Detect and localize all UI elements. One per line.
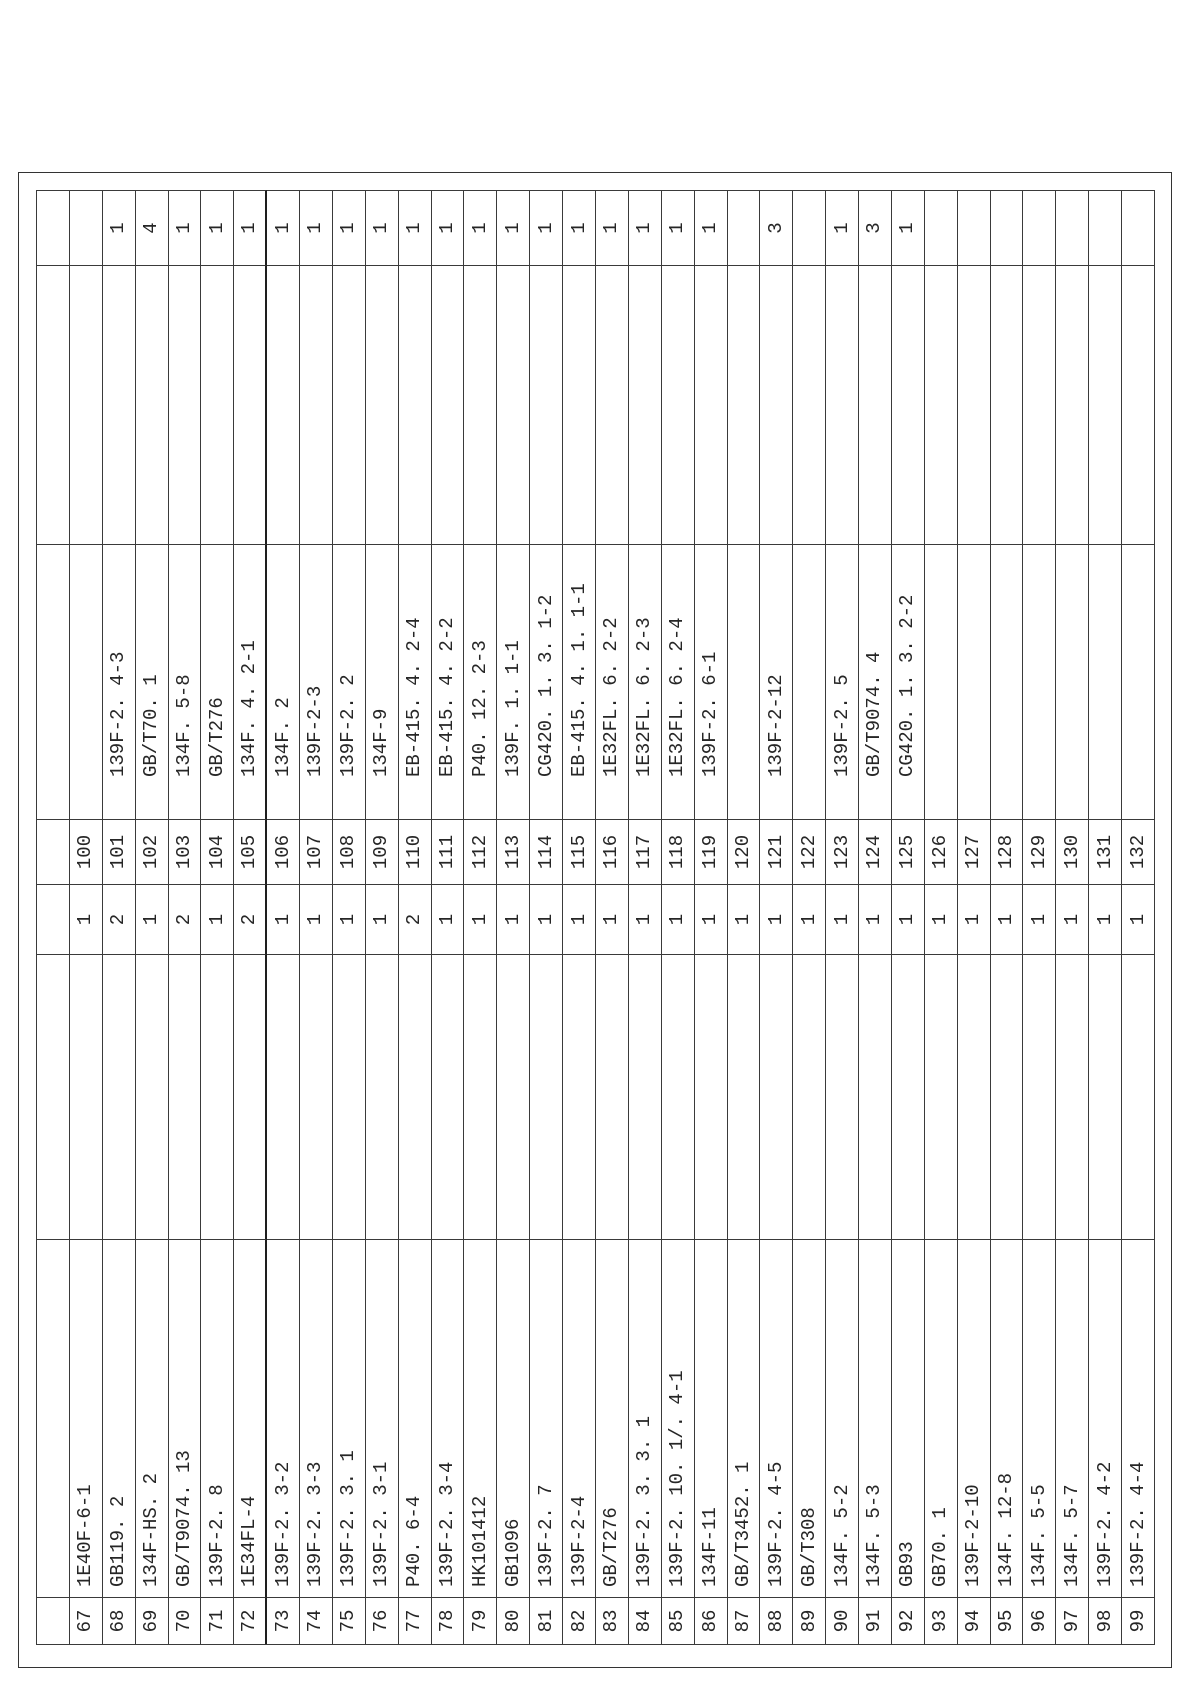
row-number-cell: 109: [366, 819, 399, 884]
part-name-cell: [760, 954, 793, 1239]
row-number-cell: 74: [300, 1597, 333, 1644]
row-number-cell: 79: [464, 1597, 497, 1644]
header-cell: [37, 265, 70, 544]
part-code-cell: 139F-2-12: [760, 544, 793, 819]
quantity-cell: 3: [859, 190, 892, 265]
quantity-cell: 2: [234, 884, 267, 954]
part-code-cell: [1023, 544, 1056, 819]
part-name-cell: [629, 954, 662, 1239]
quantity-cell: [991, 190, 1024, 265]
row-number-cell: 100: [70, 819, 103, 884]
part-name-cell: [201, 954, 234, 1239]
quantity-cell: 1: [760, 884, 793, 954]
part-name-cell: [497, 954, 530, 1239]
part-name-cell: [1023, 954, 1056, 1239]
row-number-cell: 131: [1089, 819, 1122, 884]
part-code-cell: 139F-2-3: [300, 544, 333, 819]
row-number-cell: 128: [991, 819, 1024, 884]
quantity-cell: 1: [1089, 884, 1122, 954]
row-number-cell: 105: [234, 819, 267, 884]
row-number-cell: 101: [103, 819, 136, 884]
part-code-cell: 134F-HS. 2: [136, 1239, 169, 1597]
row-number-cell: 108: [333, 819, 366, 884]
part-name-cell: [596, 954, 629, 1239]
header-cell: [37, 819, 70, 884]
part-code-cell: 139F-2. 3-1: [366, 1239, 399, 1597]
quantity-cell: 1: [629, 884, 662, 954]
quantity-cell: 1: [596, 884, 629, 954]
part-name-cell: [596, 265, 629, 544]
quantity-cell: [1056, 190, 1089, 265]
row-number-cell: 76: [366, 1597, 399, 1644]
part-name-cell: [760, 265, 793, 544]
part-name-cell: [991, 265, 1024, 544]
part-code-cell: 139F-2. 5: [826, 544, 859, 819]
part-code-cell: GB/T276: [201, 544, 234, 819]
part-code-cell: EB-415. 4. 2-2: [432, 544, 465, 819]
part-name-cell: [169, 265, 202, 544]
part-code-cell: GB/T9074. 4: [859, 544, 892, 819]
row-number-cell: 93: [925, 1597, 958, 1644]
row-number-cell: 86: [695, 1597, 728, 1644]
part-code-cell: 139F-2. 3. 3. 1: [629, 1239, 662, 1597]
quantity-cell: 1: [201, 884, 234, 954]
part-name-cell: [892, 265, 925, 544]
quantity-cell: 1: [596, 190, 629, 265]
part-code-cell: 134F-9: [366, 544, 399, 819]
quantity-cell: 1: [826, 190, 859, 265]
part-code-cell: 139F-2. 4-3: [103, 544, 136, 819]
quantity-cell: 1: [366, 884, 399, 954]
part-code-cell: [1122, 544, 1155, 819]
quantity-cell: 1: [464, 884, 497, 954]
row-number-cell: 121: [760, 819, 793, 884]
part-name-cell: [695, 265, 728, 544]
part-code-cell: 1E32FL. 6. 2-2: [596, 544, 629, 819]
row-number-cell: 95: [991, 1597, 1024, 1644]
part-name-cell: [169, 954, 202, 1239]
part-code-cell: GB/T3452. 1: [728, 1239, 761, 1597]
part-code-cell: 134F. 2: [267, 544, 300, 819]
quantity-cell: [925, 190, 958, 265]
row-number-cell: 106: [267, 819, 300, 884]
part-code-cell: GB/T9074. 13: [169, 1239, 202, 1597]
part-name-cell: [399, 265, 432, 544]
quantity-cell: 1: [826, 884, 859, 954]
part-name-cell: [432, 265, 465, 544]
row-number-cell: 75: [333, 1597, 366, 1644]
quantity-cell: 1: [464, 190, 497, 265]
row-number-cell: 102: [136, 819, 169, 884]
row-number-cell: 99: [1122, 1597, 1155, 1644]
quantity-cell: [1089, 190, 1122, 265]
quantity-cell: 1: [728, 884, 761, 954]
part-name-cell: [629, 265, 662, 544]
row-number-cell: 110: [399, 819, 432, 884]
parts-list-table: [36, 190, 1155, 1645]
part-name-cell: [695, 954, 728, 1239]
row-number-cell: 129: [1023, 819, 1056, 884]
part-code-cell: [958, 544, 991, 819]
part-code-cell: GB70. 1: [925, 1239, 958, 1597]
part-code-cell: EB-415. 4. 2-4: [399, 544, 432, 819]
part-name-cell: [892, 954, 925, 1239]
quantity-cell: 1: [925, 884, 958, 954]
part-name-cell: [136, 265, 169, 544]
row-number-cell: 122: [793, 819, 826, 884]
quantity-cell: 1: [267, 190, 300, 265]
row-number-cell: 69: [136, 1597, 169, 1644]
part-name-cell: [399, 954, 432, 1239]
header-cell: [37, 1239, 70, 1597]
part-code-cell: GB/T308: [793, 1239, 826, 1597]
part-code-cell: GB1096: [497, 1239, 530, 1597]
quantity-cell: 1: [530, 884, 563, 954]
part-code-cell: GB/T70. 1: [136, 544, 169, 819]
row-number-cell: 78: [432, 1597, 465, 1644]
part-name-cell: [530, 954, 563, 1239]
quantity-cell: 1: [563, 884, 596, 954]
part-code-cell: 134F. 5-8: [169, 544, 202, 819]
row-number-cell: 81: [530, 1597, 563, 1644]
quantity-cell: 2: [103, 884, 136, 954]
part-code-cell: 1E32FL. 6. 2-3: [629, 544, 662, 819]
parts-list-grid: [36, 190, 1155, 1645]
part-name-cell: [234, 265, 267, 544]
quantity-cell: [728, 190, 761, 265]
row-number-cell: 90: [826, 1597, 859, 1644]
row-number-cell: 130: [1056, 819, 1089, 884]
part-name-cell: [925, 265, 958, 544]
part-name-cell: [464, 954, 497, 1239]
row-number-cell: 125: [892, 819, 925, 884]
row-number-cell: 115: [563, 819, 596, 884]
row-number-cell: 127: [958, 819, 991, 884]
part-name-cell: [859, 265, 892, 544]
part-name-cell: [136, 954, 169, 1239]
part-name-cell: [333, 265, 366, 544]
part-name-cell: [366, 954, 399, 1239]
part-code-cell: 139F-2. 3-3: [300, 1239, 333, 1597]
part-code-cell: GB119. 2: [103, 1239, 136, 1597]
quantity-cell: 1: [695, 190, 728, 265]
part-name-cell: [1089, 954, 1122, 1239]
quantity-cell: 1: [662, 884, 695, 954]
row-number-cell: 94: [958, 1597, 991, 1644]
quantity-cell: 1: [300, 884, 333, 954]
row-number-cell: 88: [760, 1597, 793, 1644]
part-code-cell: 139F-2. 3. 1: [333, 1239, 366, 1597]
part-name-cell: [103, 265, 136, 544]
row-number-cell: 82: [563, 1597, 596, 1644]
row-number-cell: 77: [399, 1597, 432, 1644]
part-name-cell: [464, 265, 497, 544]
part-code-cell: 139F. 1. 1-1: [497, 544, 530, 819]
part-code-cell: 139F-2-10: [958, 1239, 991, 1597]
part-code-cell: 139F-2. 3-4: [432, 1239, 465, 1597]
quantity-cell: 1: [267, 884, 300, 954]
part-code-cell: GB/T276: [596, 1239, 629, 1597]
quantity-cell: 1: [497, 884, 530, 954]
part-code-cell: 134F. 5-2: [826, 1239, 859, 1597]
header-cell: [37, 954, 70, 1239]
row-number-cell: 104: [201, 819, 234, 884]
quantity-cell: 1: [136, 884, 169, 954]
part-code-cell: [70, 544, 103, 819]
part-code-cell: 1E40F-6-1: [70, 1239, 103, 1597]
row-number-cell: 83: [596, 1597, 629, 1644]
quantity-cell: 1: [1056, 884, 1089, 954]
quantity-cell: 1: [333, 884, 366, 954]
row-number-cell: 124: [859, 819, 892, 884]
header-cell: [37, 190, 70, 265]
row-number-cell: 98: [1089, 1597, 1122, 1644]
row-number-cell: 111: [432, 819, 465, 884]
quantity-cell: 1: [563, 190, 596, 265]
part-name-cell: [267, 954, 300, 1239]
part-code-cell: 139F-2. 8: [201, 1239, 234, 1597]
quantity-cell: 1: [958, 884, 991, 954]
row-number-cell: 113: [497, 819, 530, 884]
quantity-cell: 1: [366, 190, 399, 265]
row-number-cell: 84: [629, 1597, 662, 1644]
part-name-cell: [530, 265, 563, 544]
quantity-cell: 1: [234, 190, 267, 265]
quantity-cell: 1: [399, 190, 432, 265]
part-code-cell: [925, 544, 958, 819]
part-name-cell: [859, 954, 892, 1239]
row-number-cell: 68: [103, 1597, 136, 1644]
part-code-cell: HK101412: [464, 1239, 497, 1597]
quantity-cell: 1: [333, 190, 366, 265]
row-number-cell: 117: [629, 819, 662, 884]
row-number-cell: 92: [892, 1597, 925, 1644]
row-number-cell: 118: [662, 819, 695, 884]
quantity-cell: [1122, 190, 1155, 265]
part-code-cell: 134F. 12-8: [991, 1239, 1024, 1597]
row-number-cell: 107: [300, 819, 333, 884]
quantity-cell: 1: [892, 884, 925, 954]
part-name-cell: [1056, 265, 1089, 544]
part-name-cell: [958, 954, 991, 1239]
quantity-cell: 1: [1023, 884, 1056, 954]
part-name-cell: [662, 954, 695, 1239]
part-code-cell: 134F. 5-3: [859, 1239, 892, 1597]
part-name-cell: [432, 954, 465, 1239]
quantity-cell: 1: [497, 190, 530, 265]
row-number-cell: 119: [695, 819, 728, 884]
row-number-cell: 120: [728, 819, 761, 884]
quantity-cell: 1: [432, 190, 465, 265]
part-name-cell: [563, 265, 596, 544]
part-code-cell: P40. 12. 2-3: [464, 544, 497, 819]
quantity-cell: 1: [892, 190, 925, 265]
part-name-cell: [333, 954, 366, 1239]
part-name-cell: [662, 265, 695, 544]
part-name-cell: [826, 954, 859, 1239]
quantity-cell: 1: [859, 884, 892, 954]
part-code-cell: 134F. 5-7: [1056, 1239, 1089, 1597]
part-name-cell: [793, 954, 826, 1239]
part-name-cell: [1056, 954, 1089, 1239]
part-code-cell: [1056, 544, 1089, 819]
row-number-cell: 112: [464, 819, 497, 884]
quantity-cell: 1: [991, 884, 1024, 954]
part-code-cell: 139F-2. 4-4: [1122, 1239, 1155, 1597]
quantity-cell: 1: [70, 884, 103, 954]
part-name-cell: [300, 265, 333, 544]
quantity-cell: 1: [793, 884, 826, 954]
part-code-cell: CG420. 1. 3. 2-2: [892, 544, 925, 819]
quantity-cell: 2: [169, 884, 202, 954]
part-name-cell: [1122, 954, 1155, 1239]
quantity-cell: 1: [530, 190, 563, 265]
quantity-cell: 1: [169, 190, 202, 265]
part-code-cell: 134F-11: [695, 1239, 728, 1597]
part-code-cell: 139F-2-4: [563, 1239, 596, 1597]
part-name-cell: [1089, 265, 1122, 544]
row-number-cell: 72: [234, 1597, 267, 1644]
part-code-cell: [991, 544, 1024, 819]
row-number-cell: 89: [793, 1597, 826, 1644]
part-name-cell: [70, 954, 103, 1239]
part-name-cell: [1023, 265, 1056, 544]
row-number-cell: 116: [596, 819, 629, 884]
quantity-cell: 2: [399, 884, 432, 954]
quantity-cell: [70, 190, 103, 265]
part-name-cell: [1122, 265, 1155, 544]
part-code-cell: 134F. 5-5: [1023, 1239, 1056, 1597]
quantity-cell: 1: [662, 190, 695, 265]
part-name-cell: [497, 265, 530, 544]
part-name-cell: [300, 954, 333, 1239]
part-code-cell: [793, 544, 826, 819]
part-code-cell: 1E34FL-4: [234, 1239, 267, 1597]
quantity-cell: [958, 190, 991, 265]
part-name-cell: [563, 954, 596, 1239]
part-name-cell: [70, 265, 103, 544]
row-number-cell: 67: [70, 1597, 103, 1644]
row-number-cell: 91: [859, 1597, 892, 1644]
row-number-cell: 87: [728, 1597, 761, 1644]
part-code-cell: CG420. 1. 3. 1-2: [530, 544, 563, 819]
part-name-cell: [728, 265, 761, 544]
part-code-cell: 139F-2. 2: [333, 544, 366, 819]
row-number-cell: 85: [662, 1597, 695, 1644]
quantity-cell: [793, 190, 826, 265]
row-number-cell: 97: [1056, 1597, 1089, 1644]
part-code-cell: [1089, 544, 1122, 819]
part-code-cell: GB93: [892, 1239, 925, 1597]
row-number-cell: 132: [1122, 819, 1155, 884]
quantity-cell: 4: [136, 190, 169, 265]
part-name-cell: [925, 954, 958, 1239]
part-code-cell: 134F. 4. 2-1: [234, 544, 267, 819]
part-code-cell: 1E32FL. 6. 2-4: [662, 544, 695, 819]
row-number-cell: 114: [530, 819, 563, 884]
part-code-cell: 139F-2. 4-2: [1089, 1239, 1122, 1597]
row-number-cell: 73: [267, 1597, 300, 1644]
part-code-cell: EB-415. 4. 1. 1-1: [563, 544, 596, 819]
part-name-cell: [366, 265, 399, 544]
part-code-cell: 139F-2. 3-2: [267, 1239, 300, 1597]
quantity-cell: [1023, 190, 1056, 265]
part-code-cell: 139F-2. 6-1: [695, 544, 728, 819]
part-code-cell: 139F-2. 10. 1/. 4-1: [662, 1239, 695, 1597]
part-name-cell: [793, 265, 826, 544]
row-number-cell: 103: [169, 819, 202, 884]
header-cell: [37, 1597, 70, 1644]
quantity-cell: 1: [629, 190, 662, 265]
row-number-cell: 96: [1023, 1597, 1056, 1644]
quantity-cell: 1: [201, 190, 234, 265]
row-number-cell: 70: [169, 1597, 202, 1644]
quantity-cell: 1: [1122, 884, 1155, 954]
header-cell: [37, 884, 70, 954]
header-cell: [37, 544, 70, 819]
part-code-cell: 139F-2. 4-5: [760, 1239, 793, 1597]
part-name-cell: [267, 265, 300, 544]
part-name-cell: [103, 954, 136, 1239]
part-name-cell: [234, 954, 267, 1239]
row-number-cell: 80: [497, 1597, 530, 1644]
quantity-cell: 1: [103, 190, 136, 265]
part-code-cell: 139F-2. 7: [530, 1239, 563, 1597]
row-number-cell: 126: [925, 819, 958, 884]
quantity-cell: 1: [300, 190, 333, 265]
row-number-cell: 123: [826, 819, 859, 884]
quantity-cell: 1: [695, 884, 728, 954]
part-code-cell: [728, 544, 761, 819]
quantity-cell: 3: [760, 190, 793, 265]
row-number-cell: 71: [201, 1597, 234, 1644]
part-code-cell: P40. 6-4: [399, 1239, 432, 1597]
part-name-cell: [991, 954, 1024, 1239]
part-name-cell: [201, 265, 234, 544]
part-name-cell: [958, 265, 991, 544]
quantity-cell: 1: [432, 884, 465, 954]
part-name-cell: [826, 265, 859, 544]
part-name-cell: [728, 954, 761, 1239]
